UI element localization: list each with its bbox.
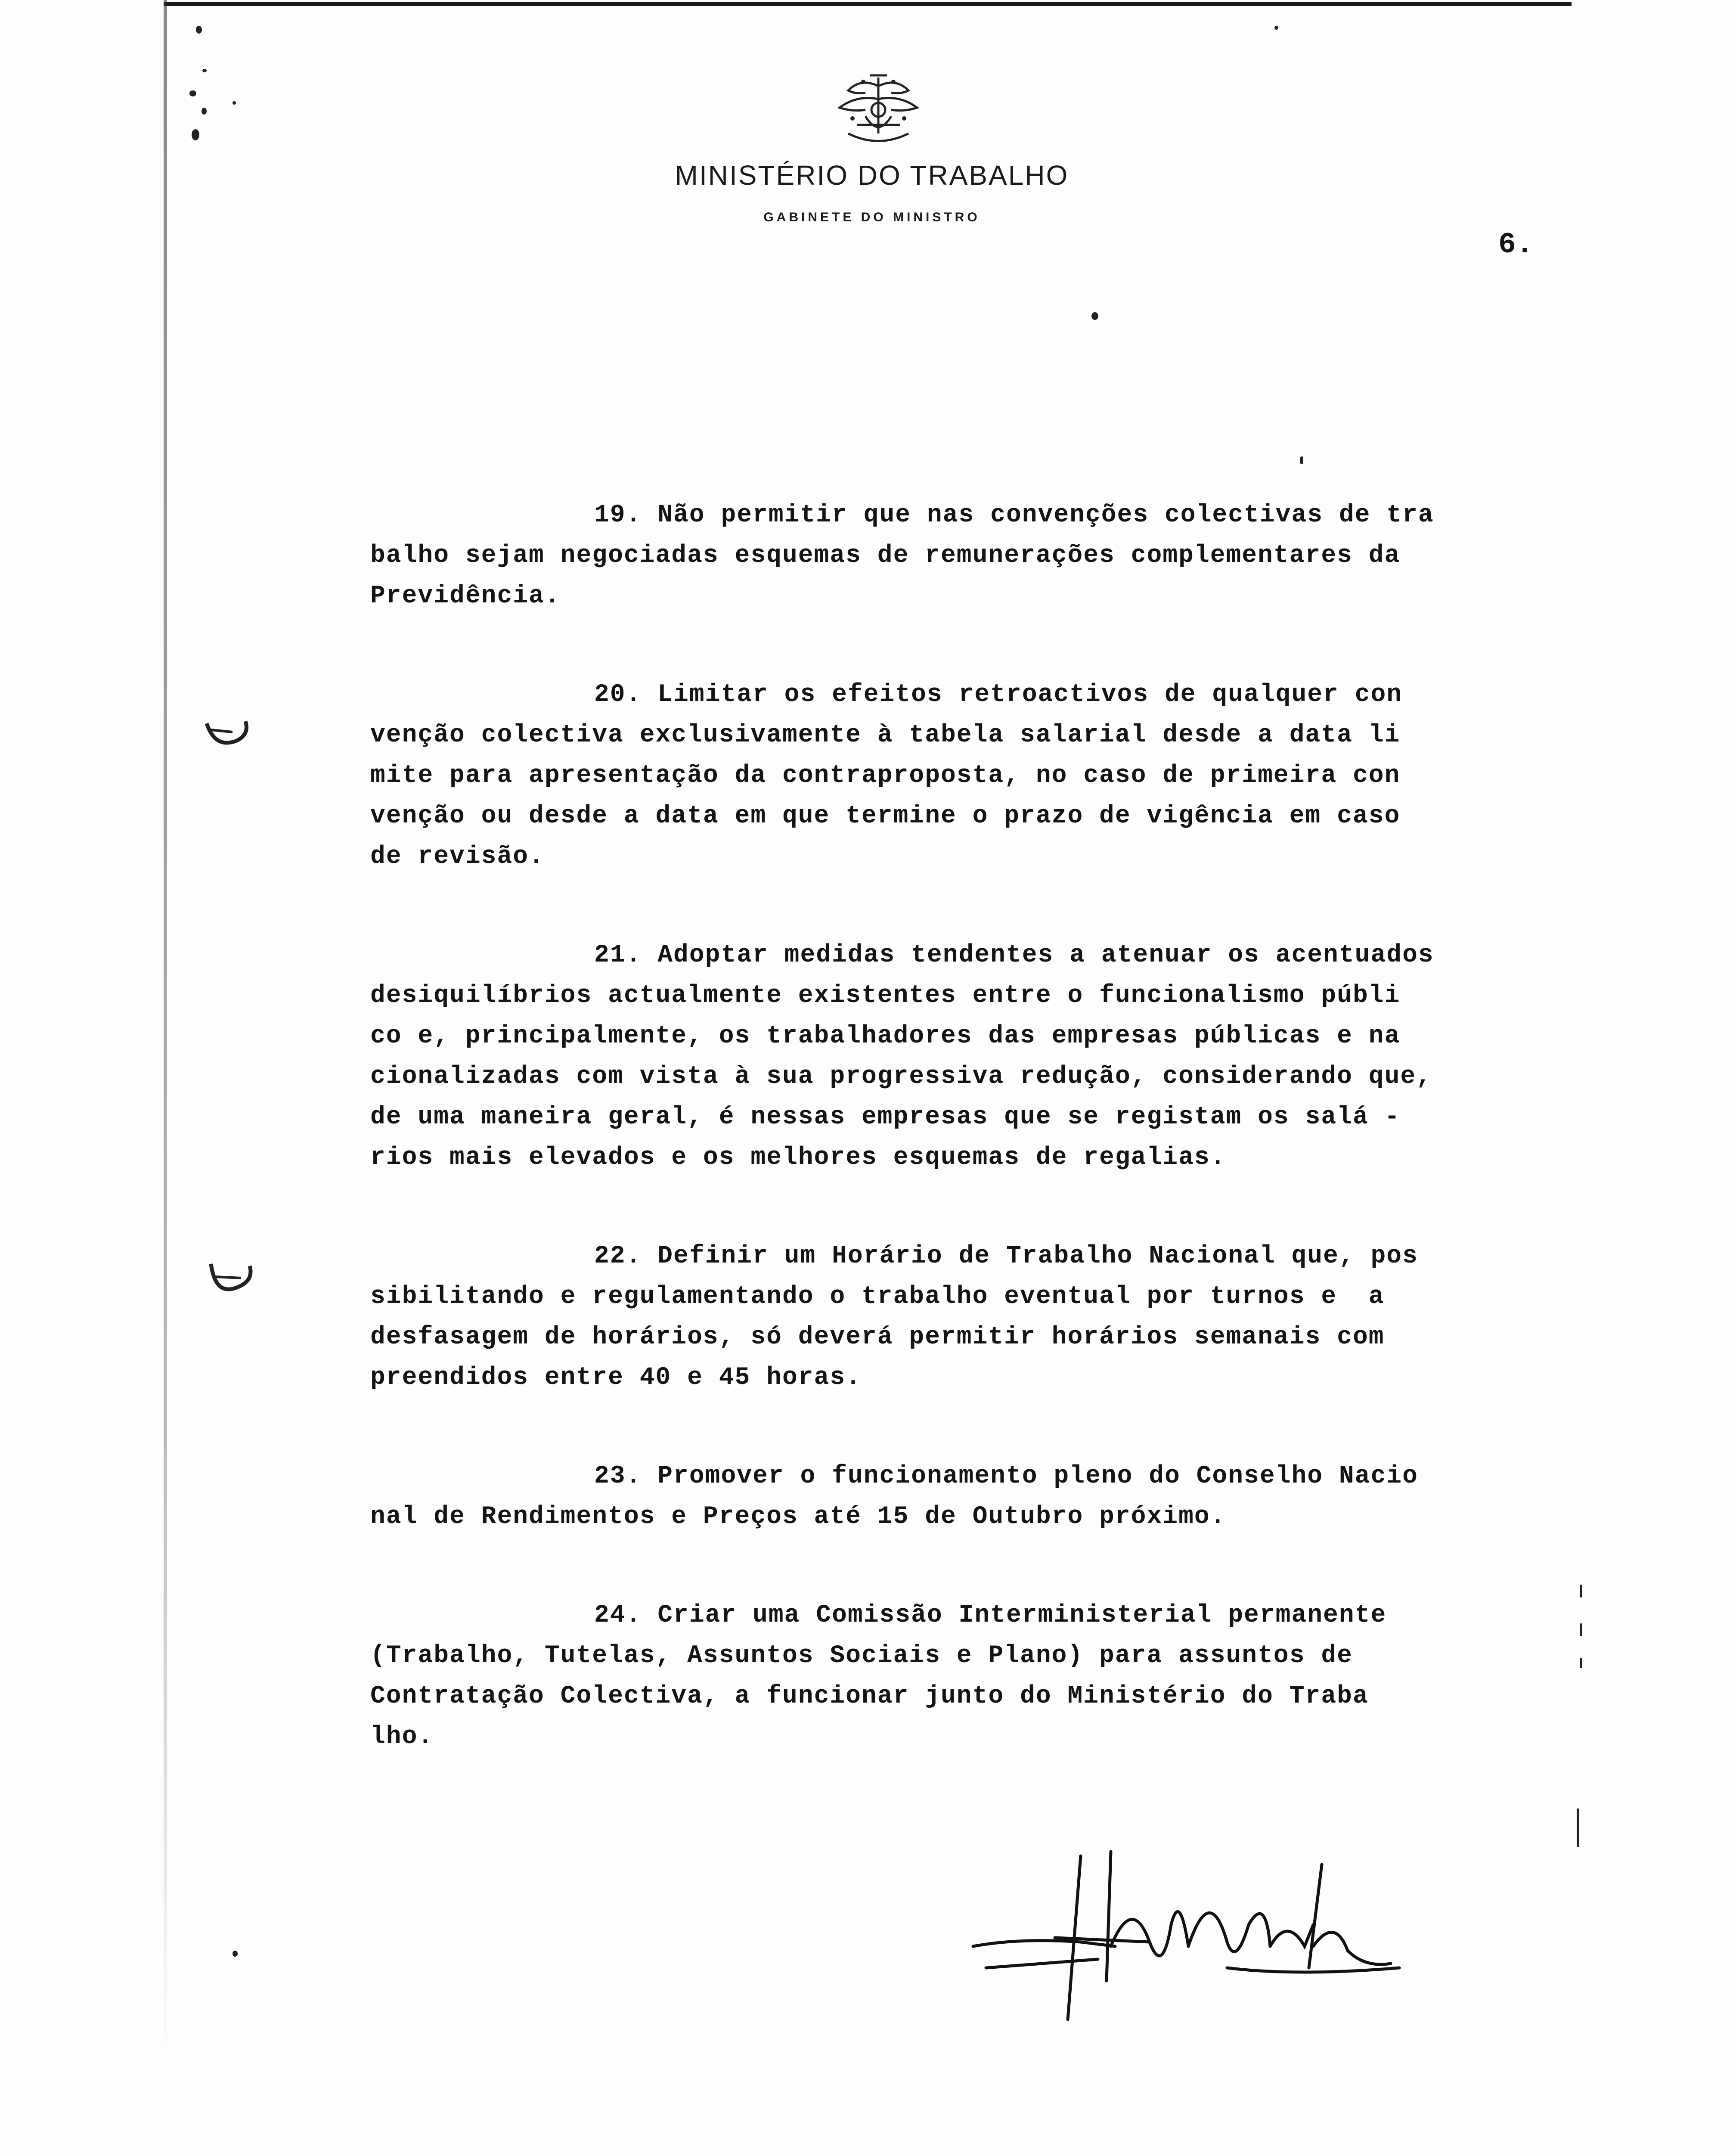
paragraph-line: 23. Promover o funcionamento pleno do Conselho Nacio — [594, 1462, 1418, 1490]
coat-of-arms-icon — [822, 69, 934, 151]
margin-tick — [1580, 1623, 1582, 1636]
scan-speck — [1274, 26, 1278, 30]
paragraph-21 — [370, 935, 1559, 1178]
scan-speck — [232, 1951, 238, 1957]
paragraph-line: de uma maneira geral, é nessas empresas que se registam os salá - — [370, 1103, 1401, 1131]
scan-speck — [196, 26, 202, 34]
paragraph-line: venção ou desde a data em que termine o prazo de vigência em caso — [370, 802, 1401, 830]
paragraph-line: 20. Limitar os efeitos retroactivos de qualquer con — [594, 681, 1403, 709]
scan-speck — [1300, 456, 1303, 464]
paragraph-line: sibilitando e regulamentando o trabalho eventual por turnos e a — [370, 1283, 1385, 1311]
paragraph-line: desfasagem de horários, só deverá permitir horários semanais com — [370, 1323, 1385, 1351]
paragraph-23 — [370, 1456, 1559, 1537]
scan-speck — [189, 90, 196, 96]
paragraph-line: 21. Adoptar medidas tendentes a atenuar os acentuados — [594, 941, 1434, 969]
office-subtitle: GABINETE DO MINISTRO — [763, 210, 980, 224]
scan-speck — [202, 69, 207, 72]
paragraph-line: Previdência. — [370, 582, 561, 610]
margin-tick — [1580, 1585, 1582, 1598]
paragraph-line: preendidos entre 40 e 45 horas. — [370, 1364, 862, 1392]
handwritten-signature — [969, 1839, 1408, 2028]
ministry-title: MINISTÉRIO DO TRABALHO — [675, 160, 1069, 191]
paragraph-line: desiquilíbrios actualmente existentes entre o funcionalismo públi — [370, 982, 1401, 1010]
paragraph-line: balho sejam negociadas esquemas de remunerações complementares da — [370, 542, 1401, 570]
scan-speck — [232, 101, 236, 105]
paragraph-line: 19. Não permitir que nas convenções colectivas de tra — [594, 501, 1434, 529]
paragraph-19 — [370, 495, 1559, 617]
margin-tick — [1580, 1658, 1582, 1668]
document-body — [370, 495, 1559, 1815]
paragraph-line: 24. Criar uma Comissão Interministerial permanente — [594, 1601, 1387, 1629]
margin-hook-mark — [202, 715, 254, 754]
left-scan-edge — [164, 0, 167, 2067]
scan-speck — [202, 108, 207, 115]
margin-tick — [1577, 1809, 1579, 1847]
scan-speck — [1091, 312, 1098, 320]
page-number: 6. — [1498, 228, 1534, 261]
top-rule — [164, 2, 1572, 6]
margin-hook-mark — [207, 1257, 258, 1300]
paragraph-22 — [370, 1236, 1559, 1398]
paragraph-line: rios mais elevados e os melhores esquemas de regalias. — [370, 1144, 1226, 1172]
paragraph-20 — [370, 675, 1559, 877]
paragraph-line: venção colectiva exclusivamente à tabela salarial desde a data li — [370, 721, 1401, 749]
paragraph-line: mite para apresentação da contraproposta, no caso de primeira con — [370, 762, 1401, 790]
paragraph-line: 22. Definir um Horário de Trabalho Nacional que, pos — [594, 1242, 1418, 1270]
scan-speck — [192, 129, 199, 140]
paragraph-line: (Trabalho, Tutelas, Assuntos Sociais e Plano) para assuntos de — [370, 1642, 1353, 1670]
paragraph-24 — [370, 1595, 1559, 1757]
paragraph-line: Contratação Colectiva, a funcionar junto do Ministério do Traba — [370, 1682, 1369, 1710]
paragraph-line: co e, principalmente, os trabalhadores das empresas públicas e na — [370, 1022, 1401, 1050]
paragraph-line: de revisão. — [370, 843, 545, 871]
paragraph-line: nal de Rendimentos e Preços até 15 de Outubro próximo. — [370, 1503, 1226, 1531]
paragraph-line: cionalizadas com vista à sua progressiva redução, considerando que, — [370, 1063, 1432, 1091]
paragraph-line: lho. — [370, 1723, 434, 1751]
